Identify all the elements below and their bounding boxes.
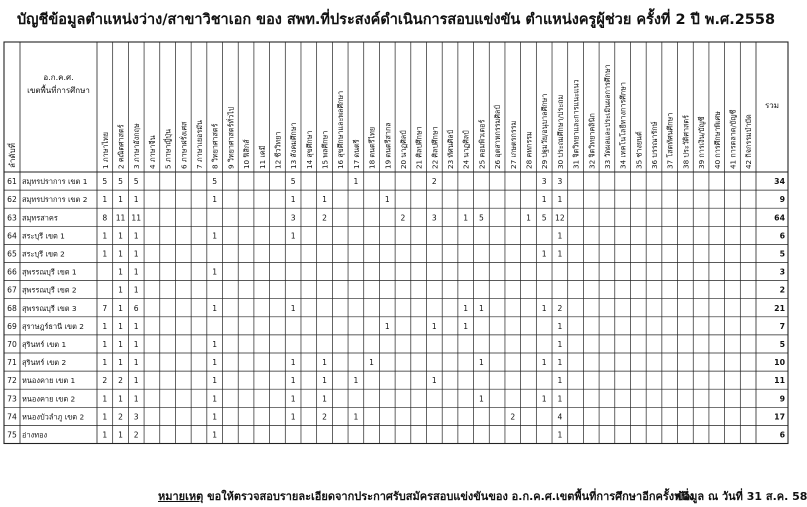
- row-area: สุรินทร์ เขต 1: [22, 339, 67, 349]
- row-cell: 1: [290, 394, 296, 404]
- row-cell: 1: [463, 321, 469, 331]
- row-cell: 3: [431, 213, 437, 223]
- row-total: 5: [779, 339, 785, 349]
- row-number: 66: [7, 267, 17, 277]
- remark-label: หมายเหตุ: [158, 490, 204, 503]
- row-cell: 1: [133, 249, 139, 259]
- row-cell: 1: [133, 231, 139, 241]
- row-cell: 2: [400, 213, 406, 223]
- row-cell: 1: [133, 195, 139, 205]
- row-cell: 1: [290, 358, 296, 368]
- row-area: สุราษฎร์ธานี เขต 2: [22, 321, 84, 331]
- row-cell: 11: [131, 213, 142, 223]
- row-cell: 1: [118, 430, 123, 440]
- subject-header: 41 การตลาด/บัญชี: [728, 109, 738, 169]
- subject-header: 19 ดนตรีสากล: [383, 122, 393, 169]
- row-number: 68: [7, 303, 17, 313]
- row-cell: 1: [212, 195, 218, 205]
- row-cell: 1: [541, 358, 547, 368]
- row-cell: 1: [102, 394, 108, 404]
- subject-header: 35 ช่างยนต์: [634, 131, 644, 169]
- row-total: 10: [774, 358, 785, 368]
- row-cell: 1: [290, 376, 296, 386]
- remark: [158, 487, 694, 505]
- row-cell: 1: [478, 303, 484, 313]
- row-cell: 3: [133, 412, 139, 422]
- subject-header: 34 เทคโนโลยีทางการศึกษา: [618, 82, 628, 169]
- subject-header: 22 ศิลปศึกษา: [430, 126, 440, 169]
- row-cell: 1: [102, 430, 108, 440]
- subject-header: 25 คอมพิวเตอร์: [477, 119, 487, 169]
- row-number: 64: [7, 231, 17, 241]
- subject-header: 31 จิตวิทยาและการแนะแนว: [571, 79, 581, 169]
- row-cell: 1: [478, 358, 484, 368]
- row-cell: 1: [557, 339, 563, 349]
- row-cell: 6: [133, 303, 139, 313]
- row-number: 71: [7, 358, 17, 368]
- row-total: 11: [774, 376, 785, 386]
- row-area: สุพรรณบุรี เขต 1: [22, 267, 77, 277]
- subject-header: 24 นาฏศิลป์: [461, 130, 471, 169]
- row-cell: 5: [478, 213, 484, 223]
- row-cell: 1: [102, 358, 108, 368]
- seq-header: ลำดับที่: [8, 143, 17, 168]
- subject-header: 40 การศึกษาพิเศษ: [712, 111, 722, 169]
- row-number: 69: [7, 321, 17, 331]
- row-number: 72: [7, 376, 17, 386]
- row-cell: 1: [384, 195, 390, 205]
- row-cell: 2: [557, 303, 563, 313]
- subject-header: 20 นาฏศิลป์: [398, 130, 408, 169]
- row-cell: 1: [557, 321, 563, 331]
- row-cell: 1: [463, 213, 469, 223]
- row-total: 6: [779, 430, 785, 440]
- row-total: 17: [774, 412, 785, 422]
- row-cell: 1: [118, 285, 123, 295]
- row-cell: 1: [102, 249, 108, 259]
- row-cell: 3: [557, 177, 563, 187]
- row-cell: 7: [102, 303, 108, 313]
- area-header-line1: อ.ก.ค.ศ.: [43, 73, 74, 82]
- subject-header: 11 เคมี: [257, 145, 267, 169]
- row-cell: 1: [212, 339, 218, 349]
- row-area: หนองคาย เขต 2: [22, 394, 76, 404]
- row-cell: 12: [555, 213, 565, 223]
- row-cell: 1: [212, 430, 218, 440]
- row-cell: 1: [541, 394, 547, 404]
- row-total: 2: [779, 285, 785, 295]
- row-total: 7: [779, 321, 785, 331]
- subject-header: 42 กิจกรรมบำบัด: [744, 114, 754, 169]
- row-cell: 1: [212, 303, 218, 313]
- subject-header: 4 ภาษาจีน: [147, 135, 157, 169]
- subject-header: 21 ศิลปศึกษา: [414, 126, 424, 169]
- row-cell: 5: [212, 177, 218, 187]
- row-cell: 8: [102, 213, 108, 223]
- row-cell: 1: [290, 195, 296, 205]
- row-cell: 1: [322, 394, 327, 404]
- subject-header: 2 คณิตศาสตร์: [116, 124, 126, 169]
- row-total: 5: [779, 249, 785, 259]
- subject-header: 1 ภาษาไทย: [100, 132, 110, 169]
- row-cell: 1: [133, 285, 139, 295]
- subject-header: 12 ชีววิทยา: [273, 131, 283, 169]
- row-cell: 1: [118, 358, 123, 368]
- row-total: 34: [774, 177, 785, 187]
- row-cell: 1: [384, 321, 390, 331]
- row-area: หนองบัวลำภู เขต 2: [22, 412, 85, 422]
- subject-header: 18 ดนตรีไทย: [367, 126, 377, 169]
- row-cell: 1: [541, 195, 547, 205]
- row-area: สมุทรปราการ เขต 1: [22, 177, 88, 187]
- subject-header: 27 เกษตรกรรม: [508, 120, 518, 169]
- row-cell: 1: [118, 303, 123, 313]
- row-cell: 2: [510, 412, 516, 422]
- row-number: 65: [7, 249, 17, 259]
- row-cell: 2: [118, 376, 123, 386]
- row-cell: 1: [133, 394, 139, 404]
- row-cell: 1: [102, 231, 108, 241]
- row-area: อ่างทอง: [22, 430, 48, 440]
- row-cell: 2: [431, 177, 437, 187]
- row-cell: 1: [133, 267, 139, 277]
- row-cell: 5: [102, 177, 108, 187]
- row-cell: 1: [557, 231, 563, 241]
- subject-header: 16 สุขศึกษาและพลศึกษา: [336, 90, 346, 169]
- subject-header: 29 ปฐมวัย/อนุบาลศึกษา: [540, 93, 550, 169]
- row-cell: 1: [322, 195, 327, 205]
- row-cell: 1: [557, 430, 563, 440]
- row-cell: 2: [102, 376, 108, 386]
- row-cell: 2: [322, 412, 327, 422]
- row-cell: 1: [557, 195, 563, 205]
- row-area: หนองคาย เขต 1: [22, 376, 76, 386]
- subject-header: 36 บรรณารักษ์: [650, 121, 660, 169]
- row-cell: 3: [541, 177, 547, 187]
- row-cell: 1: [118, 339, 123, 349]
- row-cell: 1: [118, 394, 123, 404]
- row-cell: 5: [541, 213, 547, 223]
- remark-text: ขอให้ตรวจสอบรายละเอียดจากประกาศรับสมัครสอบแข่งขันของ อ.ก.ค.ศ.เขตพื้นที่การศึกษาอีกครั้งหนึ่ง: [207, 490, 695, 503]
- row-number: 61: [7, 177, 17, 187]
- subject-header: 32 จิตวิทยาคลินิก: [587, 113, 597, 169]
- subject-header: 17 ดนตรี: [351, 139, 361, 169]
- row-cell: 1: [133, 358, 139, 368]
- row-cell: 2: [133, 430, 139, 440]
- row-cell: 3: [290, 213, 296, 223]
- subject-header: 5 ภาษาญี่ปุ่น: [163, 128, 173, 169]
- row-cell: 1: [353, 177, 359, 187]
- subject-header: 8 วิทยาศาสตร์: [210, 123, 220, 169]
- subject-header: 26 อุตสาหกรรมศิลป์: [493, 105, 503, 169]
- row-cell: 1: [118, 321, 123, 331]
- row-cell: 5: [290, 177, 296, 187]
- row-area: สมุทรปราการ เขต 2: [22, 195, 88, 205]
- row-number: 73: [7, 394, 17, 404]
- row-cell: 1: [118, 231, 123, 241]
- subject-header: 37 โสตทัศนศึกษา: [665, 112, 675, 169]
- row-cell: 1: [133, 376, 139, 386]
- row-cell: 5: [118, 177, 123, 187]
- row-cell: 1: [212, 231, 218, 241]
- subject-header: 3 ภาษาอังกฤษ: [132, 123, 142, 169]
- row-cell: 1: [290, 412, 296, 422]
- subject-header: 7 ภาษาเยอรมัน: [194, 120, 204, 169]
- row-area: สุพรรณบุรี เขต 3: [22, 303, 77, 313]
- row-cell: 1: [212, 394, 218, 404]
- row-cell: 1: [212, 412, 218, 422]
- row-cell: 1: [557, 358, 563, 368]
- subject-header: 6 ภาษาฝรั่งเศส: [179, 121, 189, 169]
- row-cell: 1: [133, 321, 139, 331]
- row-cell: 1: [353, 376, 359, 386]
- row-cell: 1: [102, 321, 108, 331]
- row-cell: 1: [212, 267, 218, 277]
- row-cell: 1: [557, 394, 563, 404]
- row-cell: 1: [478, 394, 484, 404]
- subject-header: 30 ประถมศึกษา/ประถม: [555, 94, 565, 169]
- row-cell: 1: [353, 412, 359, 422]
- subject-header: 14 สุขศึกษา: [304, 130, 314, 169]
- subject-header: 10 ฟิสิกส์: [242, 139, 252, 169]
- row-total: 64: [774, 213, 785, 223]
- row-number: 70: [7, 339, 17, 349]
- row-cell: 1: [290, 303, 296, 313]
- subject-header: 23 ทัศนศิลป์: [446, 129, 456, 169]
- row-number: 75: [7, 430, 17, 440]
- row-cell: 1: [526, 213, 531, 223]
- row-area: สุพรรณบุรี เขต 2: [22, 285, 77, 295]
- row-cell: 1: [133, 339, 139, 349]
- row-cell: 1: [212, 358, 218, 368]
- row-total: 3: [779, 267, 785, 277]
- row-area: สระบุรี เขต 1: [22, 231, 65, 241]
- row-total: 21: [774, 303, 785, 313]
- row-total: 9: [779, 195, 785, 205]
- row-cell: 1: [102, 195, 108, 205]
- row-area: สระบุรี เขต 2: [22, 249, 65, 259]
- area-header-line2: เขตพื้นที่การศึกษา: [27, 86, 90, 95]
- row-cell: 1: [557, 376, 563, 386]
- row-cell: 1: [118, 267, 123, 277]
- row-cell: 1: [369, 358, 375, 368]
- row-total: 9: [779, 394, 785, 404]
- data-date: ข้อมูล ณ วันที่ 31 ส.ค. 58: [676, 490, 807, 503]
- row-cell: 1: [102, 339, 108, 349]
- row-number: 67: [7, 285, 17, 295]
- row-cell: 1: [322, 376, 327, 386]
- row-cell: 1: [557, 249, 563, 259]
- row-cell: 1: [212, 376, 218, 386]
- row-cell: 1: [322, 358, 327, 368]
- row-cell: 1: [541, 249, 547, 259]
- row-cell: 1: [431, 321, 437, 331]
- subject-header: 13 สังคมศึกษา: [289, 122, 299, 169]
- subject-header: 39 การเงิน/บัญชี: [697, 116, 707, 169]
- subject-header: 9 วิทยาศาสตร์ทั่วไป: [226, 106, 236, 169]
- row-cell: 1: [102, 412, 108, 422]
- row-cell: 1: [118, 195, 123, 205]
- row-cell: 1: [290, 231, 296, 241]
- row-cell: 1: [463, 303, 469, 313]
- row-cell: 11: [115, 213, 126, 223]
- row-cell: 1: [118, 249, 123, 259]
- subject-header: 33 วัดผลและประเมินผลการศึกษา: [602, 64, 612, 169]
- row-area: สุรินทร์ เขต 2: [22, 358, 67, 368]
- row-cell: 2: [322, 213, 327, 223]
- subject-header: 38 ประวัติศาสตร์: [681, 115, 691, 169]
- total-header: รวม: [764, 101, 780, 110]
- row-cell: 5: [133, 177, 139, 187]
- row-total: 6: [779, 231, 785, 241]
- row-number: 74: [7, 412, 17, 422]
- page-title: บัญชีข้อมูลตำแหน่งว่าง/สาขาวิชาเอก ของ สพท.ที่ประสงค์ดำเนินการสอบแข่งขัน ตำแหน่งครูผู้ช่วย ครั้งที่ 2 ปี พ.ศ.2558: [16, 12, 776, 28]
- subject-header: 28 คหกรรม: [524, 131, 534, 169]
- row-number: 63: [7, 213, 17, 223]
- row-cell: 1: [431, 376, 437, 386]
- subject-header: 15 พลศึกษา: [320, 130, 330, 169]
- row-number: 62: [7, 195, 17, 205]
- row-cell: 2: [118, 412, 123, 422]
- row-area: สมุทรสาคร: [22, 213, 58, 223]
- row-cell: 4: [557, 412, 563, 422]
- row-cell: 1: [541, 303, 547, 313]
